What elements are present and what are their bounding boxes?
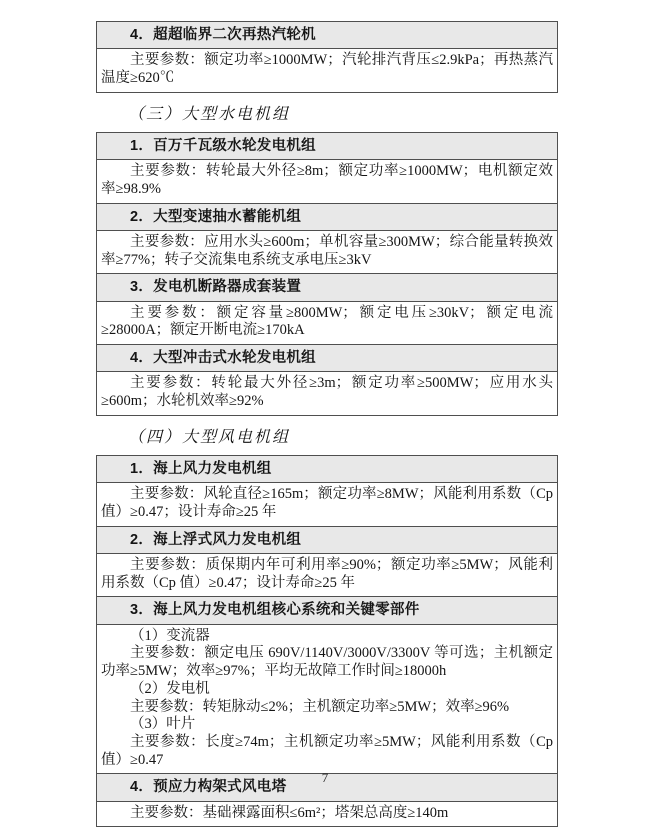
spec-item-body-row [97,553,558,596]
spec-item-body-row [97,49,558,92]
spec-item-body-row [97,624,558,774]
param-paragraph: 主要参数：转轮最大外径≥3m；额定功率≥500MW；应用水头≥600m；水轮机效率≥92% [101,375,553,410]
page-number: 7 [321,770,329,785]
spec-item-title: 2．海上浮式风力发电机组 [97,526,558,553]
spec-item-header-row [97,526,558,553]
param-paragraph: （1）变流器 [130,627,210,644]
spec-item-body-row [97,483,558,526]
param-paragraph: 主要参数：转轮最大外径≥8m；额定功率≥1000MW；电机额定效率≥98.9% [101,163,553,197]
param-paragraph: 主要参数：质保期内年可利用率≥90%；额定功率≥5MW；风能利用系数（Cp 值）≥0.47；设计寿命≥25 年 [101,556,553,591]
spec-item-header-row [97,203,558,230]
section-heading: （四）大型风电机组 [128,428,291,446]
param-paragraph: 主要参数：基础裸露面积≤6m²；塔架总高度≥140m [130,804,449,821]
spec-item-title: 4．大型冲击式水轮发电机组 [97,345,558,372]
spec-item-title: 2．大型变速抽水蓄能机组 [97,203,558,230]
spec-item-title: 4．超超临界二次再热汽轮机 [97,22,558,49]
spec-item-params [97,624,558,774]
spec-item-params [97,301,558,344]
spec-item-params [97,230,558,273]
spec-item-body-row [97,230,558,273]
spec-item-header-row [97,274,558,301]
param-paragraph: 主要参数：转矩脉动≤2%；主机额定功率≥5MW；效率≥96% [130,698,510,715]
spec-blocks [96,21,558,827]
spec-item-params [97,553,558,596]
spec-item-header-row [97,132,558,159]
spec-item-title: 4．预应力构架式风电塔 [97,774,558,801]
spec-item-header-row [97,345,558,372]
spec-table [96,21,558,93]
spec-item-body-row [97,801,558,827]
spec-item-title: 1．百万千瓦级水轮发电机组 [97,132,558,159]
param-paragraph: （3）叶片 [130,716,196,733]
spec-item-body-row [97,372,558,415]
spec-item-params [97,372,558,415]
param-paragraph: （2）发电机 [130,680,210,697]
spec-item-params [97,160,558,203]
spec-item-body-row [97,301,558,344]
spec-item-params [97,49,558,92]
spec-item-params [97,801,558,827]
param-paragraph: 主要参数：风轮直径≥165m；额定功率≥8MW；风能利用系数（Cp 值）≥0.47；设计寿命≥25 年 [101,486,553,520]
param-paragraph: 主要参数：长度≥74m；主机额定功率≥5MW；风能利用系数（Cp 值）≥0.47 [101,733,553,768]
spec-item-title: 3．发电机断路器成套装置 [97,274,558,301]
param-paragraph: 主要参数：应用水头≥600m；单机容量≥300MW；综合能量转换效率≥77%；转子交流集电系统支承电压≥3kV [101,233,553,268]
spec-item-header-row [97,597,558,624]
param-paragraph: 主要参数：额定功率≥1000MW；汽轮排汽背压≤2.9kPa；再热蒸汽温度≥620℃ [101,52,553,87]
param-paragraph: 主要参数：额定容量≥800MW；额定电压≥30kV；额定电流≥28000A；额定开断电流≥170kA [101,304,553,339]
spec-table [96,132,558,416]
spec-item-params [97,483,558,526]
spec-item-header-row [97,22,558,49]
spec-item-header-row [97,455,558,482]
param-paragraph: 主要参数：额定电压 690V/1140V/3000V/3300V 等可选；主机额定功率≥5MW；效率≥97%；平均无故障工作时间≥18000h [101,645,553,680]
spec-item-title: 3．海上风力发电机组核心系统和关键零部件 [97,597,558,624]
section-heading: （三）大型水电机组 [128,105,291,123]
spec-item-body-row [97,160,558,203]
spec-item-title: 1．海上风力发电机组 [97,455,558,482]
